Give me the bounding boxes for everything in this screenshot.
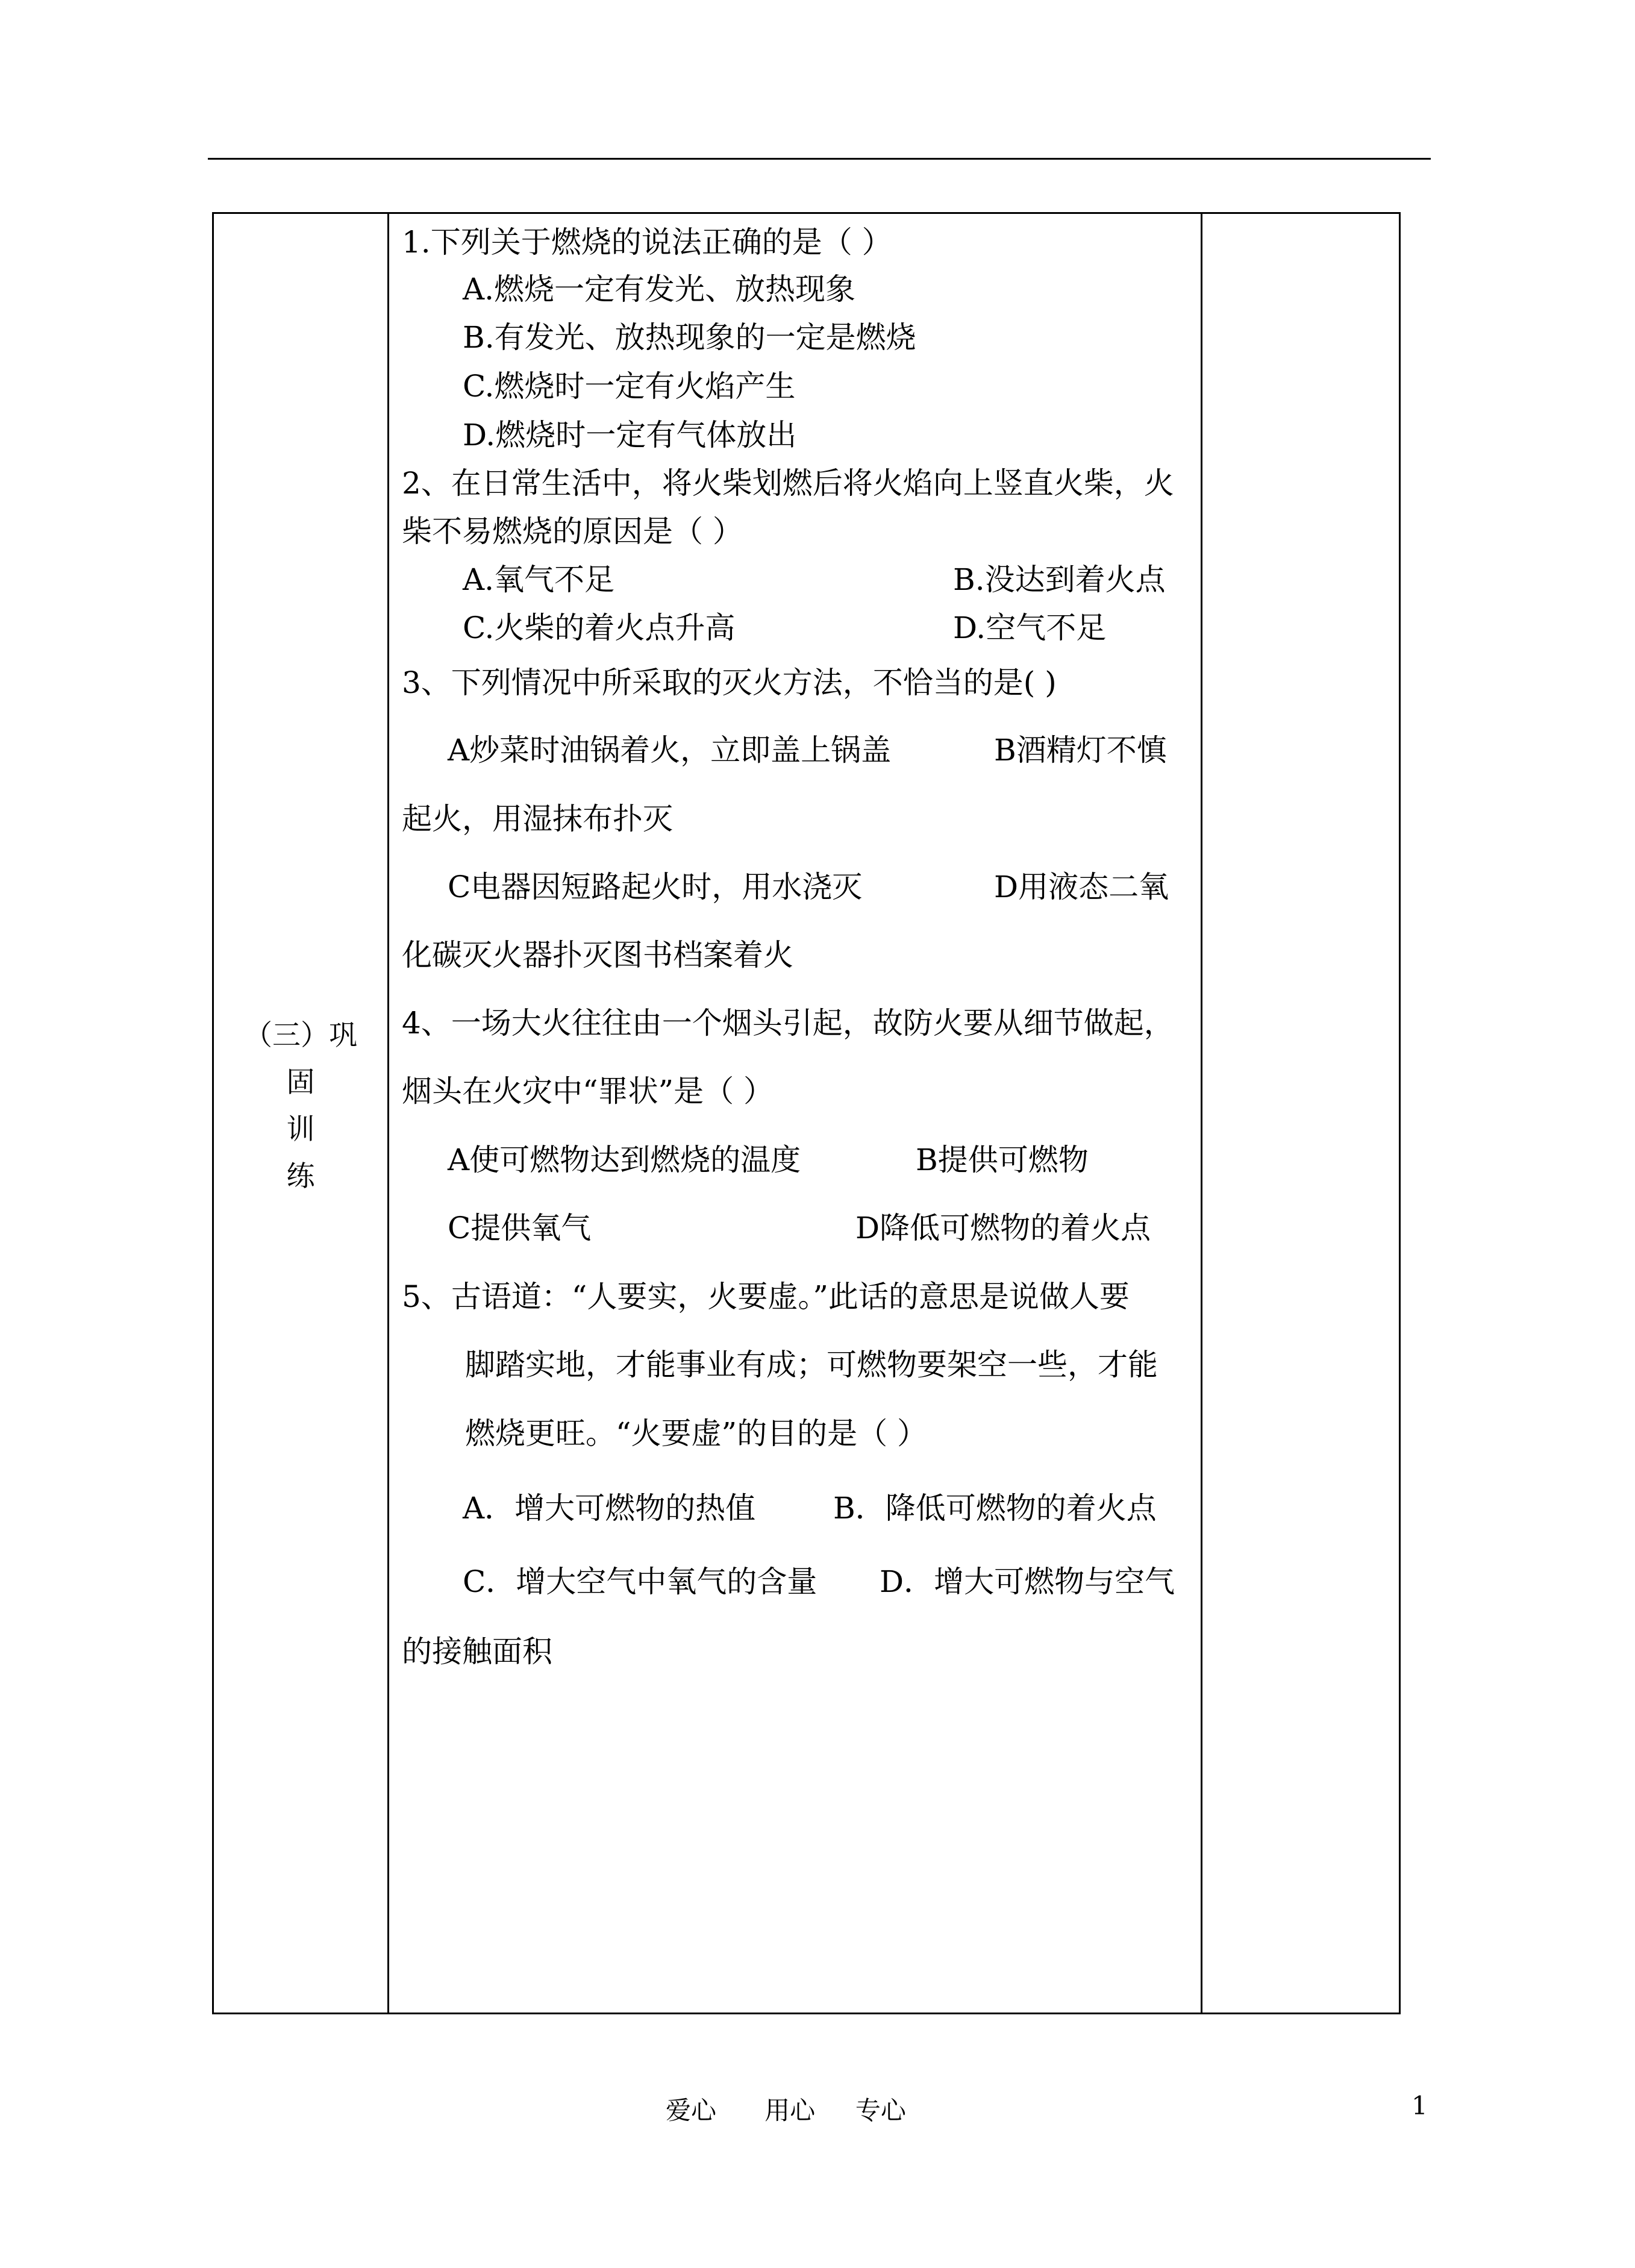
question-2-option-b: B.没达到着火点 [953, 562, 1166, 597]
section-label-line: 练 [286, 1160, 315, 1193]
question-3-option-b-part1: B酒精灯不慎 [994, 733, 1167, 768]
question-1-stem: 1.下列关于燃烧的说法正确的是（ ） [402, 225, 892, 260]
section-label-line: 训 [286, 1113, 315, 1146]
question-5-stem-line3: 燃烧更旺。“火要虚”的目的是（ ） [465, 1416, 928, 1451]
question-1-option-c: C.燃烧时一定有火焰产生 [463, 369, 796, 404]
column-divider-left [387, 214, 389, 2013]
question-2-stem-line1: 2、在日常生活中，将火柴划燃后将火焰向上竖直火柴，火 [402, 466, 1174, 501]
header-rule [208, 158, 1431, 160]
question-5-option-d-part1: D．增大可燃物与空气 [880, 1564, 1175, 1599]
question-4-stem-line1: 4、一场大火往往由一个烟头引起，故防火要从细节做起， [402, 1006, 1174, 1041]
question-2-option-c: C.火柴的着火点升高 [463, 610, 736, 645]
question-5-stem-line1: 5、古语道：“人要实，火要虚。”此话的意思是说做人要 [402, 1279, 1130, 1314]
question-5-option-a: A．增大可燃物的热值 [463, 1491, 756, 1526]
question-1-option-b: B.有发光、放热现象的一定是燃烧 [463, 320, 916, 355]
section-label-line: （三）巩 [244, 1019, 357, 1052]
question-1-option-d: D.燃烧时一定有气体放出 [463, 418, 797, 453]
footer-motto: 爱心 用心 专心 [666, 2096, 906, 2125]
question-2-option-a: A.氧气不足 [463, 562, 615, 597]
question-4-option-d: D降低可燃物的着火点 [855, 1211, 1151, 1245]
question-4-option-c: C提供氧气 [448, 1211, 592, 1245]
column-divider-right [1201, 214, 1202, 2013]
question-3-option-a: A炒菜时油锅着火，立即盖上锅盖 [448, 733, 892, 768]
question-3-option-b-part2: 起火，用湿抹布扑灭 [402, 801, 673, 836]
section-label-line: 固 [286, 1066, 315, 1099]
question-2-stem-line2: 柴不易燃烧的原因是（ ） [402, 514, 743, 549]
question-3-option-c: C电器因短路起火时，用水浇灭 [448, 869, 863, 904]
question-5-option-b: B．降低可燃物的着火点 [833, 1491, 1157, 1526]
question-4-stem-line2: 烟头在火灾中“罪状”是（ ） [402, 1074, 774, 1109]
page-number: 1 [1411, 2091, 1428, 2120]
question-5-option-d-part2: 的接触面积 [402, 1634, 552, 1669]
question-4-option-a: A使可燃物达到燃烧的温度 [448, 1142, 801, 1177]
section-label [214, 1012, 387, 1200]
question-5-option-c: C．增大空气中氧气的含量 [463, 1564, 818, 1599]
question-5-stem-line2: 脚踏实地，才能事业有成；可燃物要架空一些，才能 [465, 1347, 1158, 1382]
question-3-stem: 3、下列情况中所采取的灭火方法，不恰当的是( ) [402, 665, 1057, 700]
question-2-option-d: D.空气不足 [953, 610, 1107, 645]
question-3-option-d-part1: D用液态二氧 [994, 869, 1169, 904]
question-1-option-a: A.燃烧一定有发光、放热现象 [463, 272, 856, 307]
question-4-option-b: B提供可燃物 [916, 1142, 1089, 1177]
question-3-option-d-part2: 化碳灭火器扑灭图书档案着火 [402, 938, 793, 973]
